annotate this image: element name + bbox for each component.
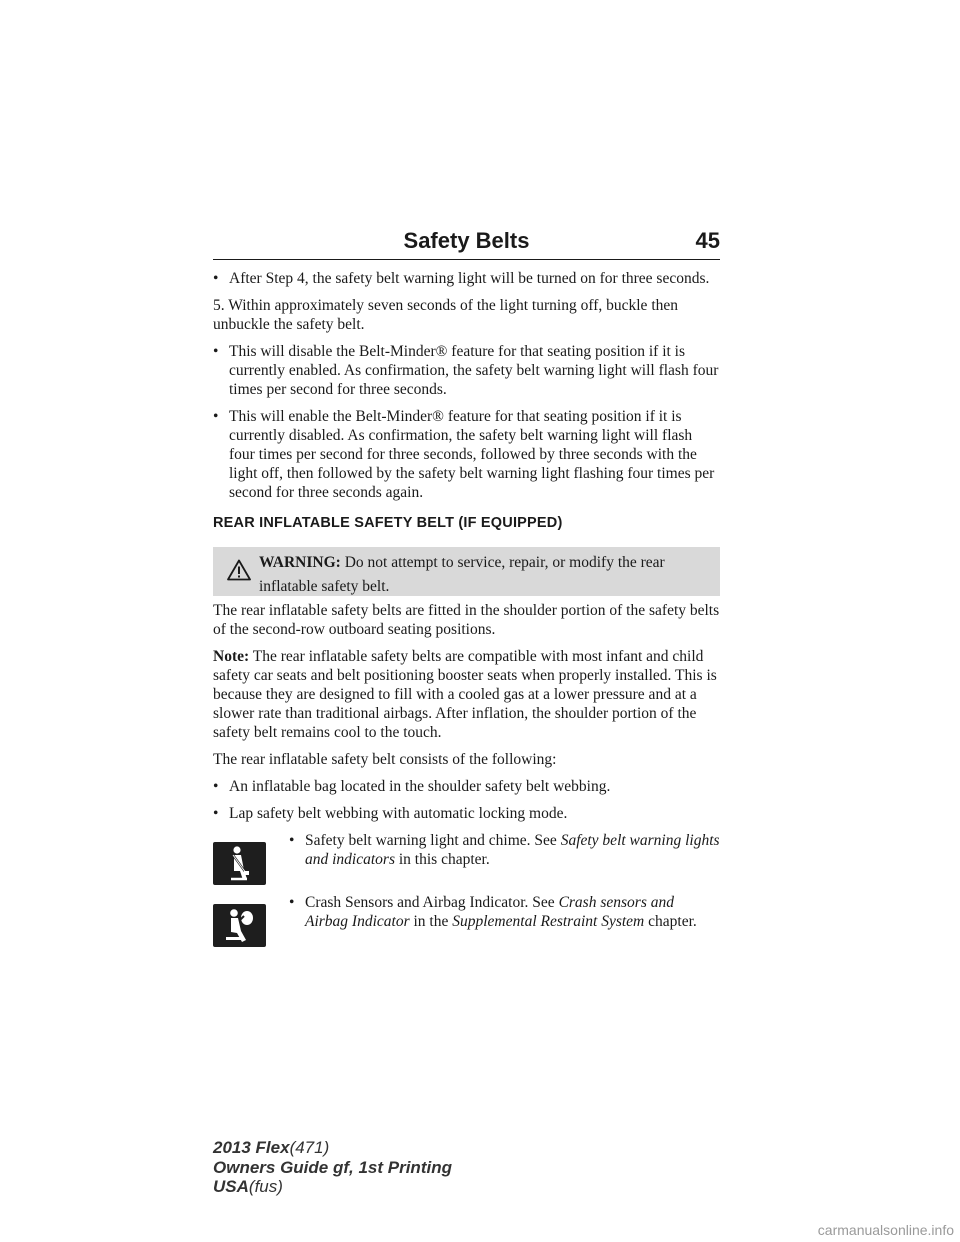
bullet-marker: • <box>213 408 219 425</box>
bullet-marker: • <box>289 832 295 849</box>
warning-label: WARNING: <box>259 554 341 571</box>
warning-box <box>213 547 720 596</box>
bullet-marker: • <box>289 894 295 911</box>
section-heading: REAR INFLATABLE SAFETY BELT (IF EQUIPPED) <box>213 515 563 531</box>
airbag-indicator-icon <box>213 904 266 947</box>
list-item <box>213 342 720 399</box>
header-divider <box>213 259 720 260</box>
footer-market-code: (fus) <box>248 1177 283 1196</box>
crash-mid: in the <box>409 913 453 930</box>
page-header <box>213 226 720 262</box>
bullet-enable-text: This will enable the Belt-Minder® feature for that seating position if it is currently disabled. As confirmation, the safety belt warning light will flash four times per second for three seconds, followed by three seconds with the light off, then followed by the safety belt warning light flashing four times per second for three seconds again. <box>229 408 715 501</box>
seatbelt-indicator-row <box>213 831 720 883</box>
footer-imprint <box>213 1138 452 1197</box>
list-item <box>213 269 720 288</box>
page-number: 45 <box>695 228 720 253</box>
chime-reference-link[interactable]: Safety belt warning lights and indicators <box>305 832 720 868</box>
list-item <box>213 804 720 823</box>
bag-item-text: An inflatable bag located in the shoulder safety belt webbing. <box>229 778 611 795</box>
lap-item-text: Lap safety belt webbing with automatic locking mode. <box>229 805 568 822</box>
footer-line-3 <box>213 1177 452 1197</box>
crash-suffix: chapter. <box>644 913 697 930</box>
airbag-indicator-text <box>291 893 720 931</box>
footer-market: USA <box>213 1177 249 1196</box>
bullet-after-step4-text: After Step 4, the safety belt warning light will be turned on for three seconds. <box>229 270 710 287</box>
crash-text: Crash Sensors and Airbag Indicator. See <box>305 894 559 911</box>
chime-suffix: in this chapter. <box>395 851 490 868</box>
step5-paragraph: 5. Within approximately seven seconds of the light turning off, buckle then unbuckle the safety belt. <box>213 297 678 333</box>
note-text: The rear inflatable safety belts are compatible with most infant and child safety car seats and belt positioning booster seats when properly installed. This is because they are designed to fill with a cooled gas at a lower pressure and at a slower rate than traditional airbags. After inflation, the shoulder portion of the safety belt remains cool to the touch. <box>213 648 717 741</box>
bullet-marker: • <box>213 778 219 795</box>
list-item <box>213 407 720 502</box>
bullet-marker: • <box>213 270 219 287</box>
bullet-marker: • <box>213 343 219 360</box>
consists-paragraph: The rear inflatable safety belt consists of the following: <box>213 751 557 768</box>
fitted-paragraph: The rear inflatable safety belts are fitted in the shoulder portion of the safety belts of the second-row outboard seating positions. <box>213 602 720 638</box>
watermark: carmanualsonline.info <box>817 1222 954 1238</box>
note-label: Note: <box>213 648 250 665</box>
note-paragraph <box>213 647 720 742</box>
seatbelt-warning-icon <box>213 842 266 885</box>
footer-model: 2013 Flex <box>213 1138 290 1157</box>
footer-line-2: Owners Guide gf, 1st Printing <box>213 1157 452 1177</box>
footer-model-code: (471) <box>289 1138 330 1157</box>
seatbelt-indicator-text <box>291 831 720 869</box>
list-item <box>213 777 720 796</box>
warning-triangle-icon <box>227 559 251 581</box>
bullet-marker: • <box>213 805 219 822</box>
page-title: Safety Belts <box>403 228 530 253</box>
crash-reference-link[interactable]: Crash sensors and Airbag Indicator <box>305 894 674 930</box>
airbag-indicator-row <box>213 893 720 945</box>
warning-text: Do not attempt to service, repair, or modify the rear inflatable safety belt. <box>259 554 665 595</box>
srs-reference-link[interactable]: Supplemental Restraint System <box>452 913 645 930</box>
footer-line-1 <box>213 1138 452 1158</box>
chime-text: Safety belt warning light and chime. See <box>305 832 561 849</box>
bullet-disable-text: This will disable the Belt-Minder® feature for that seating position if it is currently enabled. As confirmation, the safety belt warning light will flash four times per second for three seconds. <box>229 343 719 398</box>
page-content <box>213 269 720 955</box>
